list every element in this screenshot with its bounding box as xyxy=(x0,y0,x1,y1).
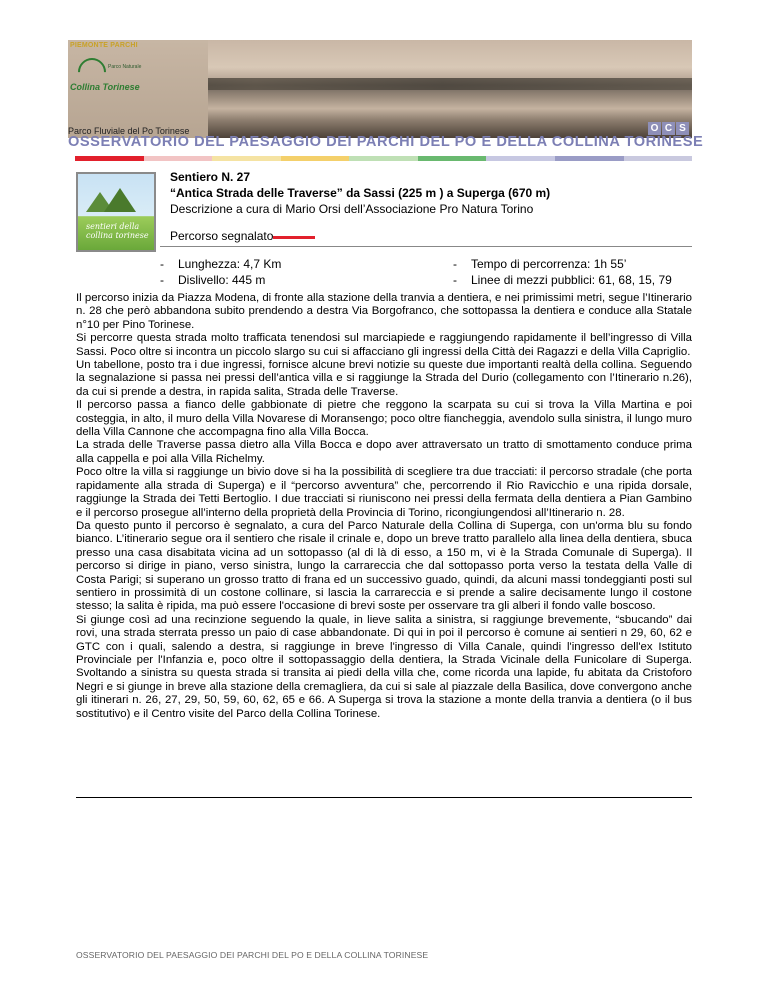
color-bar-segment xyxy=(144,156,213,161)
mountain-icon xyxy=(104,188,136,212)
paragraph: Il percorso inizia da Piazza Modena, di fronte alla stazione della tranvia a dentiera, e nei primissimi metri, segue l’Itinerario n. 28 che però abbandona subito prendendo a destra Via Borgofranco, che sottopassa la dentiera e conduce alla Statale n°10 per Pino Torinese. xyxy=(76,292,692,331)
parco-fluviale-label: Parco Fluviale del Po Torinese xyxy=(68,126,190,136)
trail-logo-thumbnail xyxy=(76,172,156,252)
fact-dash: - xyxy=(160,273,164,287)
fact-dash: - xyxy=(453,273,457,287)
route-line-legend xyxy=(273,236,315,239)
page-footer: OSSERVATORIO DEL PAESAGGIO DEI PARCHI DEL PO E DELLA COLLINA TORINESE xyxy=(76,950,429,960)
color-bar-segment xyxy=(212,156,281,161)
fact-dash: - xyxy=(453,257,457,271)
color-bar-segment xyxy=(418,156,487,161)
fact-dash: - xyxy=(160,257,164,271)
ocs-letter-o: O xyxy=(648,122,661,135)
color-bar-segment xyxy=(486,156,555,161)
trail-description: Descrizione a cura di Mario Orsi dell’Associazione Pro Natura Torino xyxy=(170,202,534,216)
ocs-letter-c: C xyxy=(662,122,675,135)
trail-title: “Antica Strada delle Traverse” da Sassi (225 m ) a Superga (670 m) xyxy=(170,186,551,200)
duration-value: Tempo di percorrenza: 1h 55’ xyxy=(471,257,627,271)
paragraph: Un tabellone, posto tra i due ingressi, fornisce alcune brevi notizie su queste due importanti realtà della collina. Seguendo la segnalazione si passa nei pressi dell’antica villa e si raggiunge la Strada del Durio (collegamento con l’Itinerario n.26), da cui si prende a destra, in rapida salita, Strada delle Traverse. xyxy=(76,359,692,398)
color-bar-segment xyxy=(281,156,350,161)
fact-item xyxy=(453,256,672,272)
ocs-letter-s: S xyxy=(676,122,689,135)
header-divider xyxy=(160,246,692,247)
color-bar-segment xyxy=(349,156,418,161)
fact-item xyxy=(453,272,672,288)
parco-naturale-label: Parco Naturale xyxy=(108,64,142,70)
paragraph: Il percorso passa a fianco delle gabbionate di pietre che reggono la scarpata su cui si trova la Villa Martina e poi costeggia, in alto, il muro della Villa Novarese di Moransengo; poco oltre fiancheggia, avendolo sulla sinistra, il lungo muro della Villa Cannone che accompagna fino alla Villa Bocca. xyxy=(76,399,692,439)
piemonte-parchi-logo: PIEMONTE PARCHI xyxy=(70,42,138,49)
logo-panel xyxy=(68,40,208,138)
color-bar-segment xyxy=(555,156,624,161)
thumbnail-caption: sentieri della collina torinese xyxy=(86,222,149,240)
color-bar-segment xyxy=(75,156,144,161)
observatory-title: OSSERVATORIO DEL PAESAGGIO DEI PARCHI DEL PO E DELLA COLLINA TORINESE xyxy=(68,134,704,150)
color-bar xyxy=(75,156,692,161)
paragraph: La strada delle Traverse passa dietro alla Villa Bocca e dopo aver attraversato un tratto di smottamento conduce prima alla cappella e poi alla Villa Richelmy. xyxy=(76,439,692,465)
color-bar-segment xyxy=(624,156,693,161)
collina-torinese-logo: Collina Torinese xyxy=(70,82,140,92)
elevation-value: Dislivello: 445 m xyxy=(178,273,266,287)
transit-lines-value: Linee di mezzi pubblici: 61, 68, 15, 79 xyxy=(471,273,672,287)
facts-left xyxy=(160,256,281,288)
paragraph: Si giunge così ad una recinzione seguendo la quale, in lieve salita a sinistra, si raggiunge brevemente, “sbucando” dai rovi, una strada sterrata presso un paio di case abbandonate. Di qui in poi il percorso è comune ai sentieri n 29, 60, 62 e GTC con i quali, salendo a destra, si raggiunge in breve l'ingresso di Villa Canale, quindi l'ingresso dell'ex Istituto Provinciale per l'Infanzia e, poco oltre il sottopassaggio della dentiera, la Strada Vicinale della Funicolare di Superga. Svoltando a sinistra su questa strada si transita ai piedi della villa che, come ricorda una lapide, fu abitata da Cristoforo Negri e si giunge in breve alla stazione della cremagliera, da cui si sale al piazzale della Basilica, dove convergono anche gli itinerari n. 26, 27, 29, 50, 59, 60, 62, 65 e 66. A Superga si trova la stazione a monte della tranvia a dentiera (o il bus sostitutivo) e il Centro visite del Parco della Collina Torinese. xyxy=(76,613,692,720)
paragraph: Da questo punto il percorso è segnalato, a cura del Parco Naturale della Collina di Superga, con un'orma blu su fondo bianco. L’itinerario segue ora il sentiero che risale il crinale e, dopo un breve tratto parallelo alla linea della dentiera, sbuca presso una casa disabitata vicina ad un sottopasso (al di là di esso, a 150 m, vi è la Strada Comunale di Superga). Il percorso si dirige in piano, verso sinistra, lungo la carrareccia che dal sottopasso porta verso la testata della Valle di Costa Parigi; si superano un grosso tratto di frana ed un successivo guado, quindi, da alcuni massi tondeggianti posti sul sentiero in prossimità di un costone collinare, si lascia la carrareccia e si prende a salire decisamente lungo il costone stesso; la salita è ripida, ma può essere l'occasione di brevi soste per osservare tra gli alberi il fondo valle boscoso. xyxy=(76,519,692,613)
trail-number: Sentiero N. 27 xyxy=(170,170,251,184)
length-value: Lunghezza: 4,7 Km xyxy=(178,257,282,271)
end-divider xyxy=(76,797,692,798)
marked-route-label: Percorso segnalato xyxy=(170,229,274,243)
route-description xyxy=(76,292,692,721)
paragraph: Poco oltre la villa si raggiunge un bivio dove si ha la possibilità di scegliere tra due tracciati: il percorso stradale (che porta rapidamente alla strada di Superga) e il “percorso avventura” che, percorrendo il Rio Ravicchio e una ripida dorsale, raggiunge la Strada dei Tetti Bertoglio. I due tracciati si riuniscono nei pressi della fermata della dentiera a Pian Gambino e il percorso prosegue all’interno della proprietà della Provincia di Torino, ricongiungendosi all’Itinerario n. 28. xyxy=(76,466,692,519)
header-banner xyxy=(68,40,692,138)
paragraph: Si percorre questa strada molto trafficata tenendosi sul marciapiede e raggiungendo rapidamente il bell’ingresso di Villa Sassi. Poco oltre si incontra un piccolo slargo su cui si affacciano gli ingressi della Città dei Ragazzi e della Villa Capriglio. xyxy=(76,332,692,358)
fact-item xyxy=(160,256,281,272)
facts-right xyxy=(453,256,672,288)
fact-item xyxy=(160,272,281,288)
